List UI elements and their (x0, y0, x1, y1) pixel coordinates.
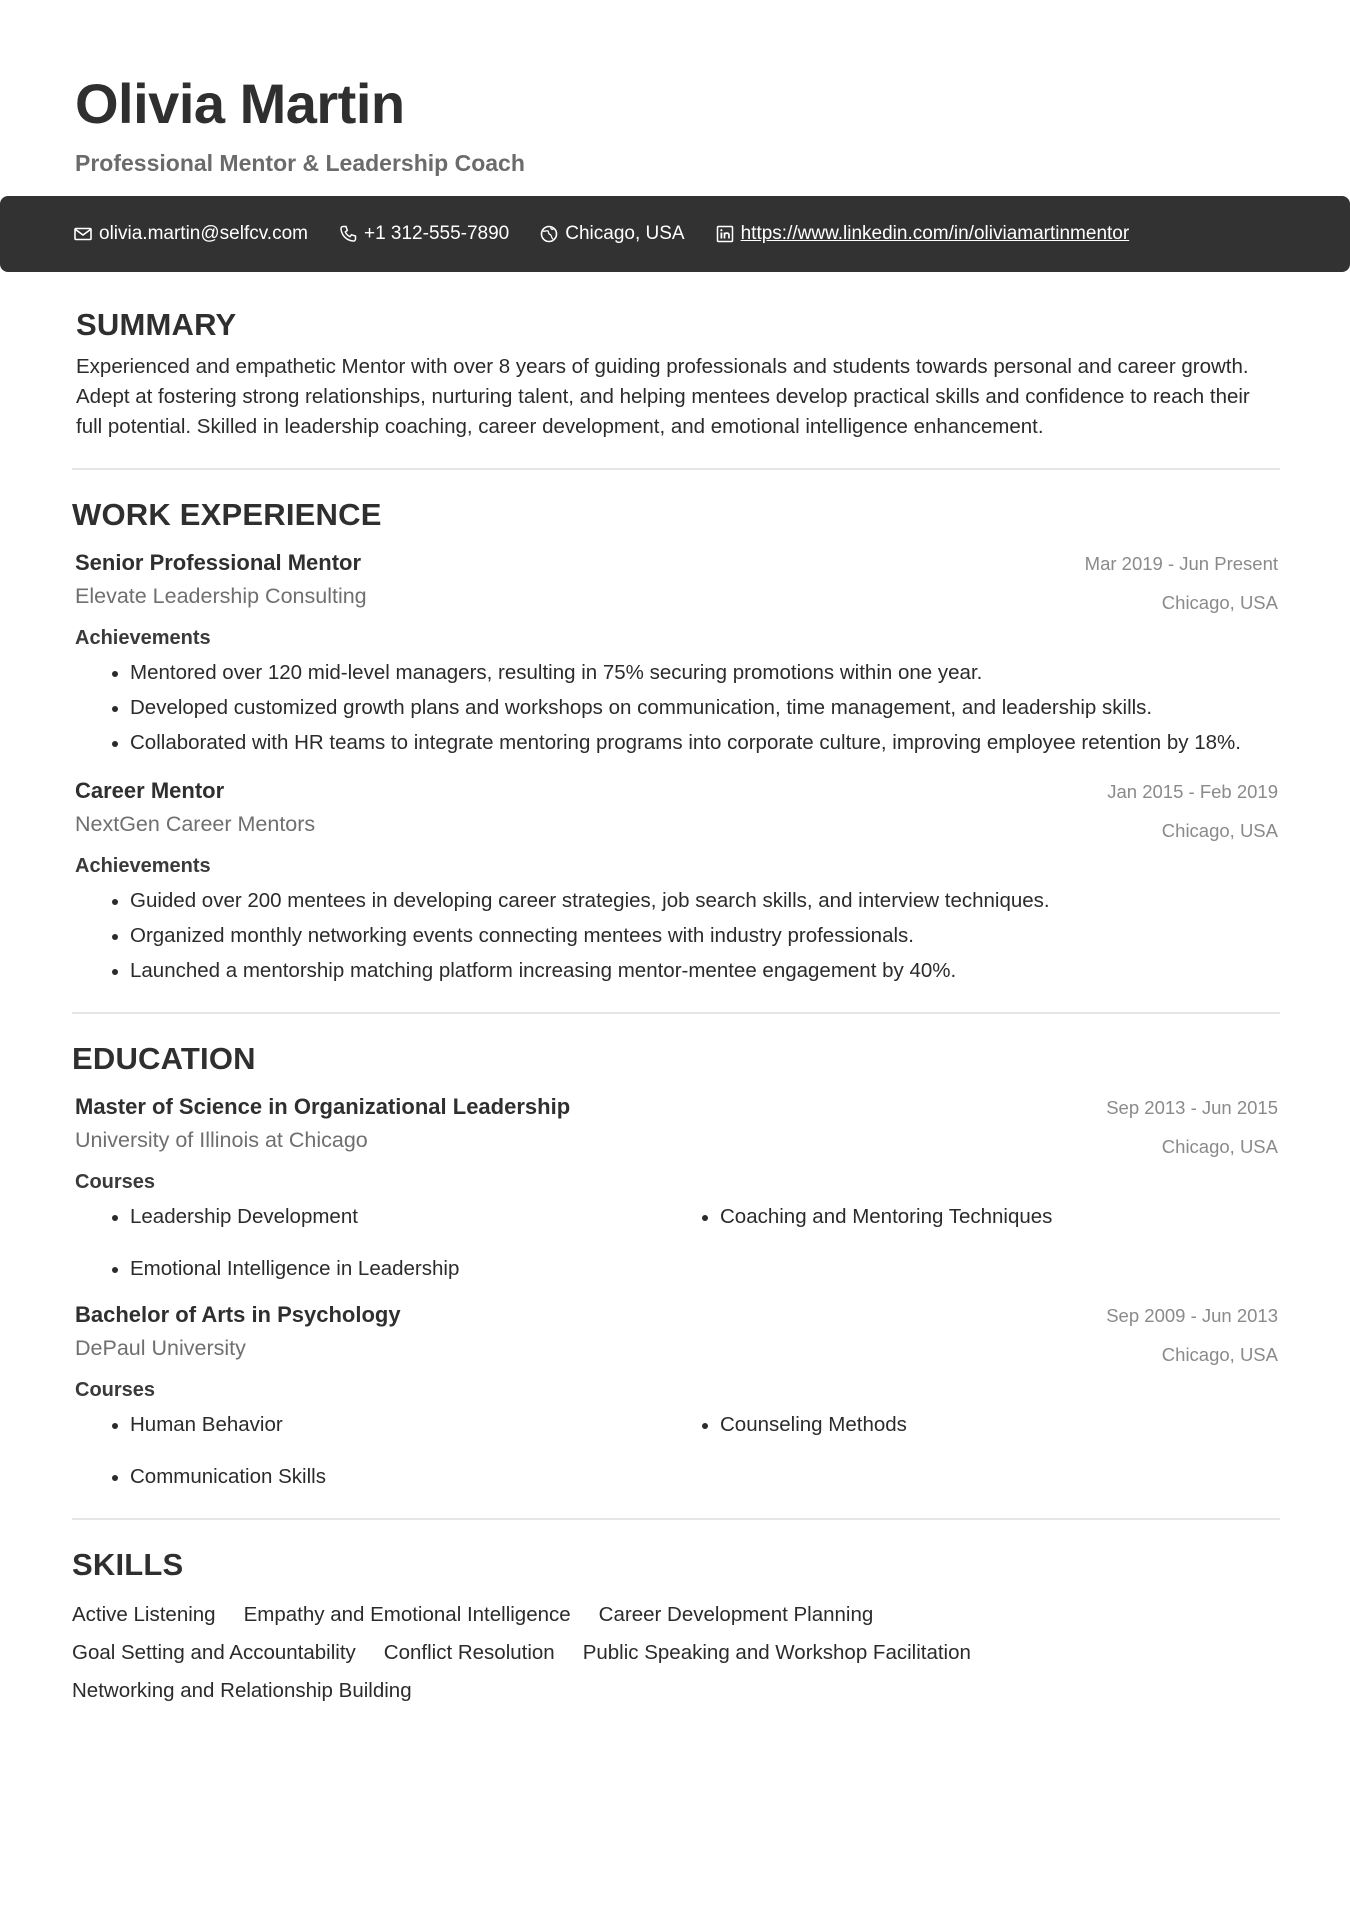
summary-section (72, 306, 1280, 442)
achievements-label: Achievements (75, 855, 211, 877)
list-item: Communication Skills (112, 1462, 702, 1492)
job-title: Senior Professional Mentor (75, 550, 362, 575)
contact-bar (0, 196, 1350, 272)
skill-item: Career Development Planning (598, 1603, 874, 1626)
skill-item: Active Listening (72, 1603, 216, 1626)
contact-linkedin[interactable] (715, 223, 1130, 245)
list-item: Counseling Methods (702, 1410, 1262, 1440)
list-item: Coaching and Mentoring Techniques (702, 1202, 1262, 1232)
list-item: Developed customized growth plans and workshops on communication, time management, and leadership skills. (112, 693, 1280, 723)
work-experience-heading: WORK EXPERIENCE (72, 497, 382, 532)
achievements-list (72, 886, 1280, 986)
education-section (72, 1040, 1280, 1492)
job-location: Chicago, USA (1161, 820, 1278, 841)
phone-text: +1 312-555-7890 (363, 223, 510, 244)
courses-list (72, 1410, 1280, 1492)
list-item: Leadership Development (112, 1202, 702, 1232)
contact-email[interactable] (73, 223, 308, 245)
work-experience-section (72, 496, 1280, 986)
skills-section (72, 1546, 1280, 1714)
education-entry (72, 1092, 1280, 1284)
resume-header (75, 72, 525, 178)
list-item: Emotional Intelligence in Leadership (112, 1254, 702, 1284)
section-divider (72, 1012, 1280, 1014)
section-divider (72, 468, 1280, 470)
job-entry (72, 776, 1280, 986)
linkedin-link[interactable]: https://www.linkedin.com/in/oliviamartinmentor (740, 223, 1130, 244)
skill-item: Networking and Relationship Building (72, 1679, 412, 1702)
linkedin-icon (715, 224, 735, 244)
degree-title: Bachelor of Arts in Psychology (75, 1302, 401, 1327)
school-location: Chicago, USA (1161, 1136, 1278, 1157)
skill-item: Goal Setting and Accountability (72, 1641, 356, 1664)
list-item: Organized monthly networking events connecting mentees with industry professionals. (112, 921, 1280, 951)
education-entry (72, 1300, 1280, 1492)
list-item: Collaborated with HR teams to integrate mentoring programs into corporate culture, improving employee retention by 18%. (112, 728, 1280, 758)
phone-icon (338, 224, 358, 244)
education-heading: EDUCATION (72, 1041, 256, 1076)
school-name: University of Illinois at Chicago (75, 1128, 368, 1152)
summary-heading: SUMMARY (76, 307, 237, 342)
candidate-role: Professional Mentor & Leadership Coach (75, 150, 525, 176)
list-item: Human Behavior (112, 1410, 702, 1440)
summary-text: Experienced and empathetic Mentor with over 8 years of guiding professionals and students towards personal and career growth. Adept at fostering strong relationships, nurturing talent, and helping mentees develop practical skills and confidence to reach their full potential. Skilled in leadership coaching, career development, and emotional intelligence enhancement. (76, 355, 1250, 438)
candidate-name: Olivia Martin (75, 72, 405, 135)
location-text: Chicago, USA (565, 223, 685, 244)
resume-body (72, 306, 1280, 1714)
skill-item: Public Speaking and Workshop Facilitation (582, 1641, 971, 1664)
school-location: Chicago, USA (1161, 1344, 1278, 1365)
degree-title: Master of Science in Organizational Leadership (75, 1094, 571, 1119)
skills-list (72, 1600, 1132, 1714)
skill-item: Empathy and Emotional Intelligence (243, 1603, 571, 1626)
email-text: olivia.martin@selfcv.com (99, 223, 308, 244)
job-company: NextGen Career Mentors (75, 812, 316, 836)
achievements-label: Achievements (75, 627, 211, 649)
job-dates: Jan 2015 - Feb 2019 (1107, 781, 1278, 802)
job-title: Career Mentor (75, 778, 225, 803)
list-item: Launched a mentorship matching platform increasing mentor-mentee engagement by 40%. (112, 956, 1280, 986)
globe-icon (539, 224, 559, 244)
envelope-icon (73, 224, 93, 244)
degree-dates: Sep 2009 - Jun 2013 (1106, 1305, 1278, 1326)
school-name: DePaul University (75, 1336, 246, 1360)
degree-dates: Sep 2013 - Jun 2015 (1106, 1097, 1278, 1118)
courses-label: Courses (75, 1171, 156, 1193)
job-entry (72, 548, 1280, 758)
skill-item: Conflict Resolution (383, 1641, 555, 1664)
job-location: Chicago, USA (1161, 592, 1278, 613)
list-item: Mentored over 120 mid-level managers, resulting in 75% securing promotions within one year. (112, 658, 1280, 688)
courses-label: Courses (75, 1379, 156, 1401)
courses-list (72, 1202, 1280, 1284)
contact-phone[interactable] (338, 223, 509, 245)
achievements-list (72, 658, 1280, 758)
section-divider (72, 1518, 1280, 1520)
job-dates: Mar 2019 - Jun Present (1084, 553, 1278, 574)
skills-heading: SKILLS (72, 1547, 184, 1582)
job-company: Elevate Leadership Consulting (75, 584, 367, 608)
list-item: Guided over 200 mentees in developing career strategies, job search skills, and interview techniques. (112, 886, 1280, 916)
contact-location (539, 223, 684, 245)
